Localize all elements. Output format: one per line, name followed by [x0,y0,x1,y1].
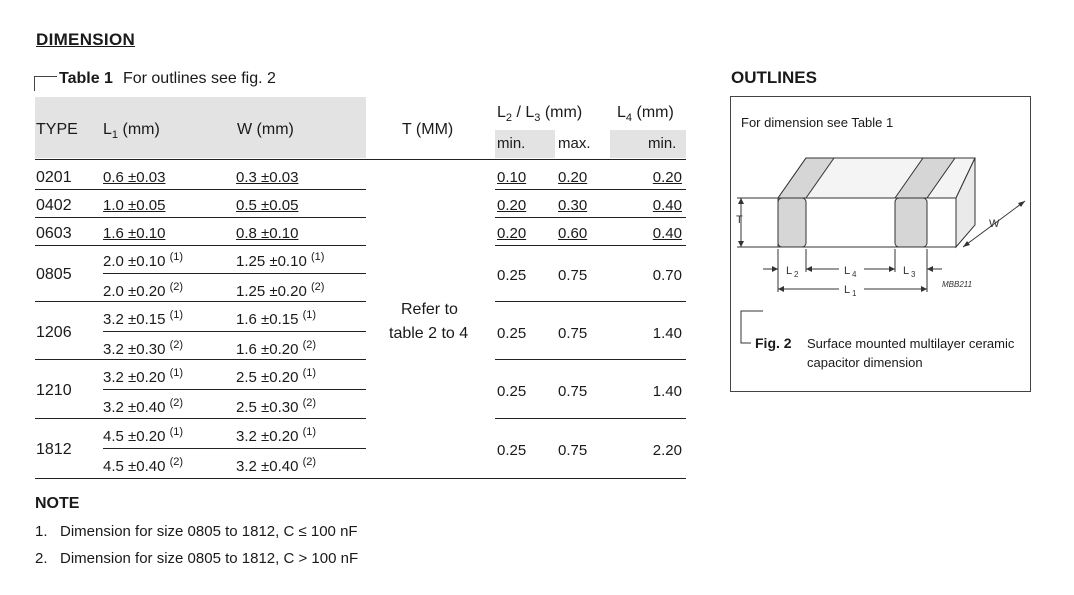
row-l23-max: 0.30 [558,197,588,214]
row-rule-right [495,301,686,302]
table-caption-text: For outlines see fig. 2 [122,70,276,87]
header-w: W (mm) [237,121,294,138]
t-note-line1: Refer to [401,301,458,318]
row-w: 0.8 ±0.10 [236,225,299,242]
fig-text-2: capacitor dimension [807,355,923,370]
header-l1-letter: L [103,121,112,138]
header-t: T (MM) [402,121,454,138]
caption-bracket [34,76,57,91]
row-w-a-value: 1.6 ±0.15 [236,311,299,328]
row-mid-rule [103,331,366,332]
fig-label: Fig. 2 [755,335,792,351]
fig-text-1: Surface mounted multilayer ceramic [807,336,1015,351]
footnote-mark-1: (1) [169,426,184,438]
row-type: 0805 [36,266,72,283]
outline-box-caption: For dimension see Table 1 [741,115,894,130]
left-termination [778,198,806,247]
footnote-mark-1: (1) [169,367,184,379]
row-w-a-value: 3.2 ±0.20 [236,428,299,445]
row-rule-right [495,245,686,246]
row-l23-max: 0.60 [558,225,588,242]
header-l4 [617,104,674,124]
footnote-mark-1: (1) [169,309,184,321]
header-l23-b-sub: 3 [534,112,541,125]
row-l23-min: 0.20 [497,197,527,214]
row-l1-a [103,251,183,270]
footnote-mark-2: (2) [302,456,317,468]
header-l23-a-sub: 2 [505,112,513,125]
header-l4-sub: 4 [625,112,633,125]
note-item-2: 2. Dimension for size 0805 to 1812, C > 100 nF [35,550,359,567]
row-w-a [236,367,316,386]
row-l1-a-value: 4.5 ±0.20 [103,428,166,445]
note-item-1: 1. Dimension for size 0805 to 1812, C ≤ 100 nF [35,523,358,540]
row-l1-a-value: 3.2 ±0.15 [103,311,166,328]
row-rule-left [35,418,366,419]
note-title: NOTE [35,495,80,512]
row-l1-b-value: 3.2 ±0.40 [103,399,166,416]
row-mid-rule [103,448,366,449]
row-w-b [236,456,316,475]
outlines-title: OUTLINES [731,68,817,87]
row-l1-b [103,281,183,300]
row-type: 1210 [36,382,72,399]
header-l23-a: L [497,104,506,121]
row-l4-min: 1.40 [652,383,682,400]
row-l23-max: 0.20 [558,169,588,186]
row-l1-b-value: 3.2 ±0.30 [103,341,166,358]
header-l4-unit: (mm) [636,104,674,121]
footnote-mark-2: (2) [169,281,184,293]
l4-label: L [844,265,851,277]
row-l1-a [103,367,183,386]
row-rule-left [35,245,366,246]
row-l4-min: 1.40 [652,325,682,342]
row-rule-right [495,217,686,218]
header-shade-main [35,97,366,158]
header-l4-letter: L [617,104,626,121]
row-w-b-value: 3.2 ±0.40 [236,458,299,475]
row-rule-right [495,359,686,360]
row-l23-max: 0.75 [558,267,588,284]
row-l23-max: 0.75 [558,383,588,400]
row-w-a-value: 2.5 ±0.20 [236,369,299,386]
header-l1-sub: 1 [111,129,119,142]
header-l23-unit: (mm) [544,104,583,121]
header-l1 [103,121,160,141]
l2-label: L [786,265,793,277]
row-type: 0603 [36,225,72,242]
footnote-mark-2: (2) [302,339,317,351]
row-rule-left [35,301,366,302]
t-label: T [736,214,743,226]
header-type: TYPE [36,121,78,138]
row-l23-min: 0.25 [497,325,527,342]
row-mid-rule [103,273,366,274]
row-w-b-value: 2.5 ±0.30 [236,399,299,416]
row-l23-min: 0.25 [497,267,527,284]
header-l23-sep: / L [512,104,535,121]
row-l23-min: 0.10 [497,169,527,186]
section-heading: DIMENSION [36,30,136,49]
row-l1-a [103,426,183,445]
row-w-a [236,251,324,270]
row-w-b [236,281,324,300]
footnote-mark-2: (2) [169,456,184,468]
row-type: 0402 [36,197,72,214]
l4-sub: 4 [852,270,857,279]
row-type: 0201 [36,169,72,186]
row-l1-a [103,309,183,328]
row-w-a [236,309,316,328]
row-l1-b-value: 2.0 ±0.20 [103,283,166,300]
row-l1-b [103,397,183,416]
l2-sub: 2 [794,270,799,279]
header-min: min. [497,135,526,152]
row-l1-a-value: 2.0 ±0.10 [103,253,166,270]
row-w-b-value: 1.25 ±0.20 [236,283,307,300]
header-l23 [497,104,582,124]
row-rule-right [495,418,686,419]
row-l4-min: 0.70 [652,267,682,284]
row-rule-right [495,189,686,190]
footnote-mark-2: (2) [169,339,184,351]
l1-label: L [844,284,851,296]
row-l1-a-value: 3.2 ±0.20 [103,369,166,386]
row-l23-max: 0.75 [558,325,588,342]
footnote-mark-1: (1) [302,426,317,438]
footnote-mark-1: (1) [169,251,184,263]
header-l4-min: min. [648,135,677,152]
row-rule-left [35,217,366,218]
drawing-code: MBB211 [942,280,973,289]
row-w-b-value: 1.6 ±0.20 [236,341,299,358]
row-l4-min: 0.20 [652,169,682,186]
right-termination [895,198,927,247]
w-label: W [989,218,1000,230]
row-rule-left [35,189,366,190]
l3-sub: 3 [911,270,916,279]
l3-label: L [903,265,910,277]
row-l1: 1.0 ±0.05 [103,197,166,214]
row-type: 1206 [36,324,72,341]
row-type: 1812 [36,441,72,458]
row-w: 0.3 ±0.03 [236,169,299,186]
footnote-mark-1: (1) [310,251,325,263]
footnote-mark-2: (2) [302,397,317,409]
t-note-line2: table 2 to 4 [389,325,469,342]
outline-figure-box [730,96,1031,392]
row-l23-max: 0.75 [558,442,588,459]
row-w: 0.5 ±0.05 [236,197,299,214]
row-w-b [236,397,316,416]
footnote-mark-2: (2) [310,281,325,293]
row-w-a [236,426,316,445]
row-l1-b-value: 4.5 ±0.40 [103,458,166,475]
row-w-b [236,339,316,358]
row-l1: 0.6 ±0.03 [103,169,166,186]
table-caption-label: Table 1 [59,70,113,87]
row-l23-min: 0.25 [497,383,527,400]
header-max: max. [558,135,591,152]
row-mid-rule [103,389,366,390]
footnote-mark-1: (1) [302,367,317,379]
l1-sub: 1 [852,289,857,298]
header-rule [35,159,686,160]
row-rule-left [35,359,366,360]
row-l4-min: 2.20 [652,442,682,459]
table-caption [34,70,276,91]
table-bottom-rule [35,478,686,479]
row-l1-b [103,456,183,475]
row-w-a-value: 1.25 ±0.10 [236,253,307,270]
header-l1-unit: (mm) [122,121,160,138]
footnote-mark-1: (1) [302,309,317,321]
row-l23-min: 0.20 [497,225,527,242]
row-l1: 1.6 ±0.10 [103,225,166,242]
footnote-mark-2: (2) [169,397,184,409]
row-l23-min: 0.25 [497,442,527,459]
row-l4-min: 0.40 [652,197,682,214]
row-l1-b [103,339,183,358]
row-l4-min: 0.40 [652,225,682,242]
